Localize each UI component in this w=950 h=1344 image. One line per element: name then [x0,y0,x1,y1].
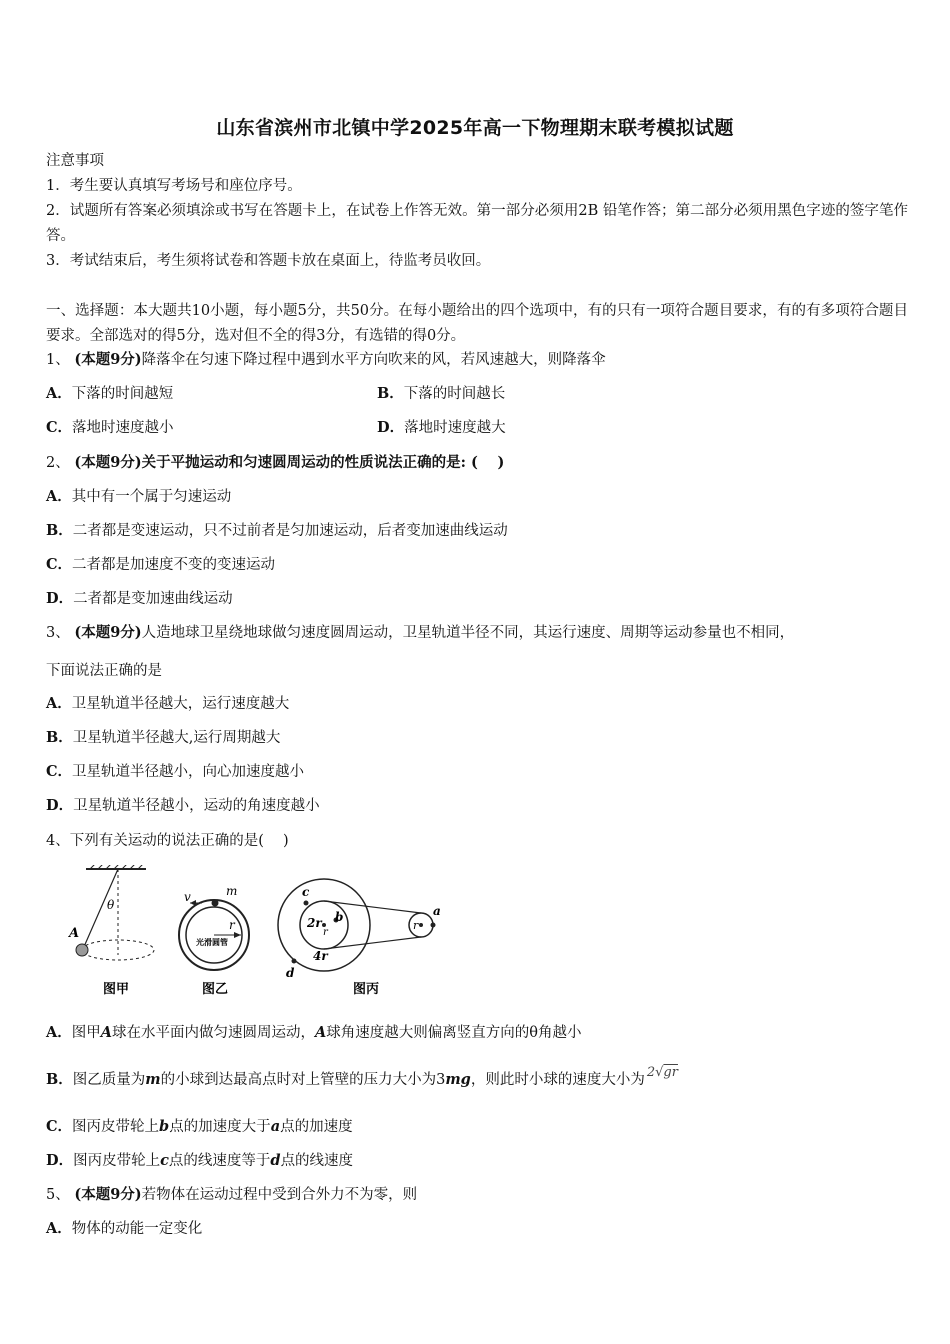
question-number: 2、 [46,455,70,471]
question-text: 人造地球卫星绕地球做匀速度圆周运动，卫星轨道半径不同，其运行速度、周期等运动参量也不相同， [141,625,795,641]
label-c: c [302,885,310,899]
q2-option-b[interactable]: B．二者都是变速运动，只不过前者是匀加速运动，后者变加速曲线运动 [46,522,508,539]
figure-jia [67,865,154,997]
caption-bing: 图丙 [353,982,380,997]
caption-jia: 图甲 [103,982,130,997]
notice-item-3: 3．考试结束后，考生须将试卷和答题卡放在桌面上，待监考员收回。 [46,253,491,269]
section1-intro: 一、选择题：本大题共10小题，每小题5分，共50分。在每小题给出的四个选项中，有的只有一项符合题目要求，有的有多项符合题目要求。全部选对的得5分，选对但不全的得3分，有选错的得0分。 [46,303,908,344]
label-2r: 2r [307,916,322,930]
q4-option-a[interactable]: A．图甲A球在水平面内做匀速圆周运动，A球角速度越大则偏离竖直方向的θ角越小 [46,1024,582,1041]
label-a: a [433,904,441,918]
question-number: 1、 [46,352,70,368]
q3-option-d[interactable]: D．卫星轨道半径越小，运动的角速度越小 [46,797,320,814]
theta-label: θ [107,898,115,912]
q2-option-c[interactable]: C．二者都是加速度不变的变速运动 [46,556,276,573]
q3-option-a[interactable]: A．卫星轨道半径越大，运行速度越大 [46,695,290,712]
label-v: v [184,890,191,904]
q3-option-b[interactable]: B．卫星轨道半径越大,运行周期越大 [46,729,281,746]
caption-yi: 图乙 [202,982,229,997]
question-text: 若物体在运动过程中受到合外力不为零，则 [141,1187,418,1203]
q5-option-a[interactable]: A．物体的动能一定变化 [46,1220,203,1237]
question-tag: (本题9分) [74,1186,142,1203]
question-3-stem [46,622,908,644]
label-tube: 光滑圆管 [196,937,228,947]
physics-figure [66,865,456,1005]
sqrt-expression: 2√gr [646,1065,678,1080]
question-2-stem [46,452,908,474]
label-d: d [286,966,295,980]
label-4r: 4r [313,949,328,963]
question-tag: (本题9分) [74,454,142,471]
question-tag: (本题9分) [74,624,142,641]
notice-item-1: 1．考生要认真填写考场号和座位序号。 [46,178,302,194]
q4-option-b[interactable]: B．图乙质量为m的小球到达最高点时对上管壁的压力大小为3mg，则此时小球的速度大小为 2√gr [46,1065,678,1088]
q4-option-d[interactable]: D．图丙皮带轮上c点的线速度等于d点的线速度 [46,1152,354,1169]
label-m: m [226,884,238,898]
page-title: 山东省滨州市北镇中学2025年高一下物理期末联考模拟试题 [216,117,734,139]
q1-option-d[interactable]: D．落地时速度越大 [377,419,506,436]
question-5-stem [46,1184,908,1206]
notice-item-2: 2．试题所有答案必须填涂或书写在答题卡上，在试卷上作答无效。第一部分必须用2B 铅笔作答；第二部分必须用黑色字迹的签字笔作答。 [46,203,908,244]
q2-option-a[interactable]: A．其中有一个属于匀速运动 [46,488,232,505]
label-A: A [69,926,80,941]
figure-bing [278,879,441,997]
label-r-small: r [413,919,419,932]
question-3-stem-cont: 下面说法正确的是 [46,663,162,679]
question-4-stem: 4、下列有关运动的说法正确的是( ) [46,833,289,849]
question-tag: (本题9分) [74,351,142,368]
label-b: b [335,910,344,924]
question-text: 关于平抛运动和匀速圆周运动的性质说法正确的是: ( ) [141,454,505,471]
q1-option-b[interactable]: B．下落的时间越长 [377,385,506,402]
q3-option-c[interactable]: C．卫星轨道半径越小，向心加速度越小 [46,763,305,780]
notice-heading: 注意事项 [46,153,104,169]
label-r: r [229,918,235,932]
question-number: 3、 [46,625,70,641]
question-number: 5、 [46,1187,70,1203]
q1-option-c[interactable]: C．落地时速度越小 [46,419,174,436]
question-1-stem [46,349,908,371]
q4-option-c[interactable]: C．图丙皮带轮上b点的加速度大于a点的加速度 [46,1118,353,1135]
q2-option-d[interactable]: D．二者都是变加速曲线运动 [46,590,233,607]
label-r-inner: r [323,927,328,938]
q1-option-a[interactable]: A．下落的时间越短 [46,385,174,402]
figure-yi [179,884,249,997]
question-text: 降落伞在匀速下降过程中遇到水平方向吹来的风，若风速越大，则降落伞 [141,352,606,368]
